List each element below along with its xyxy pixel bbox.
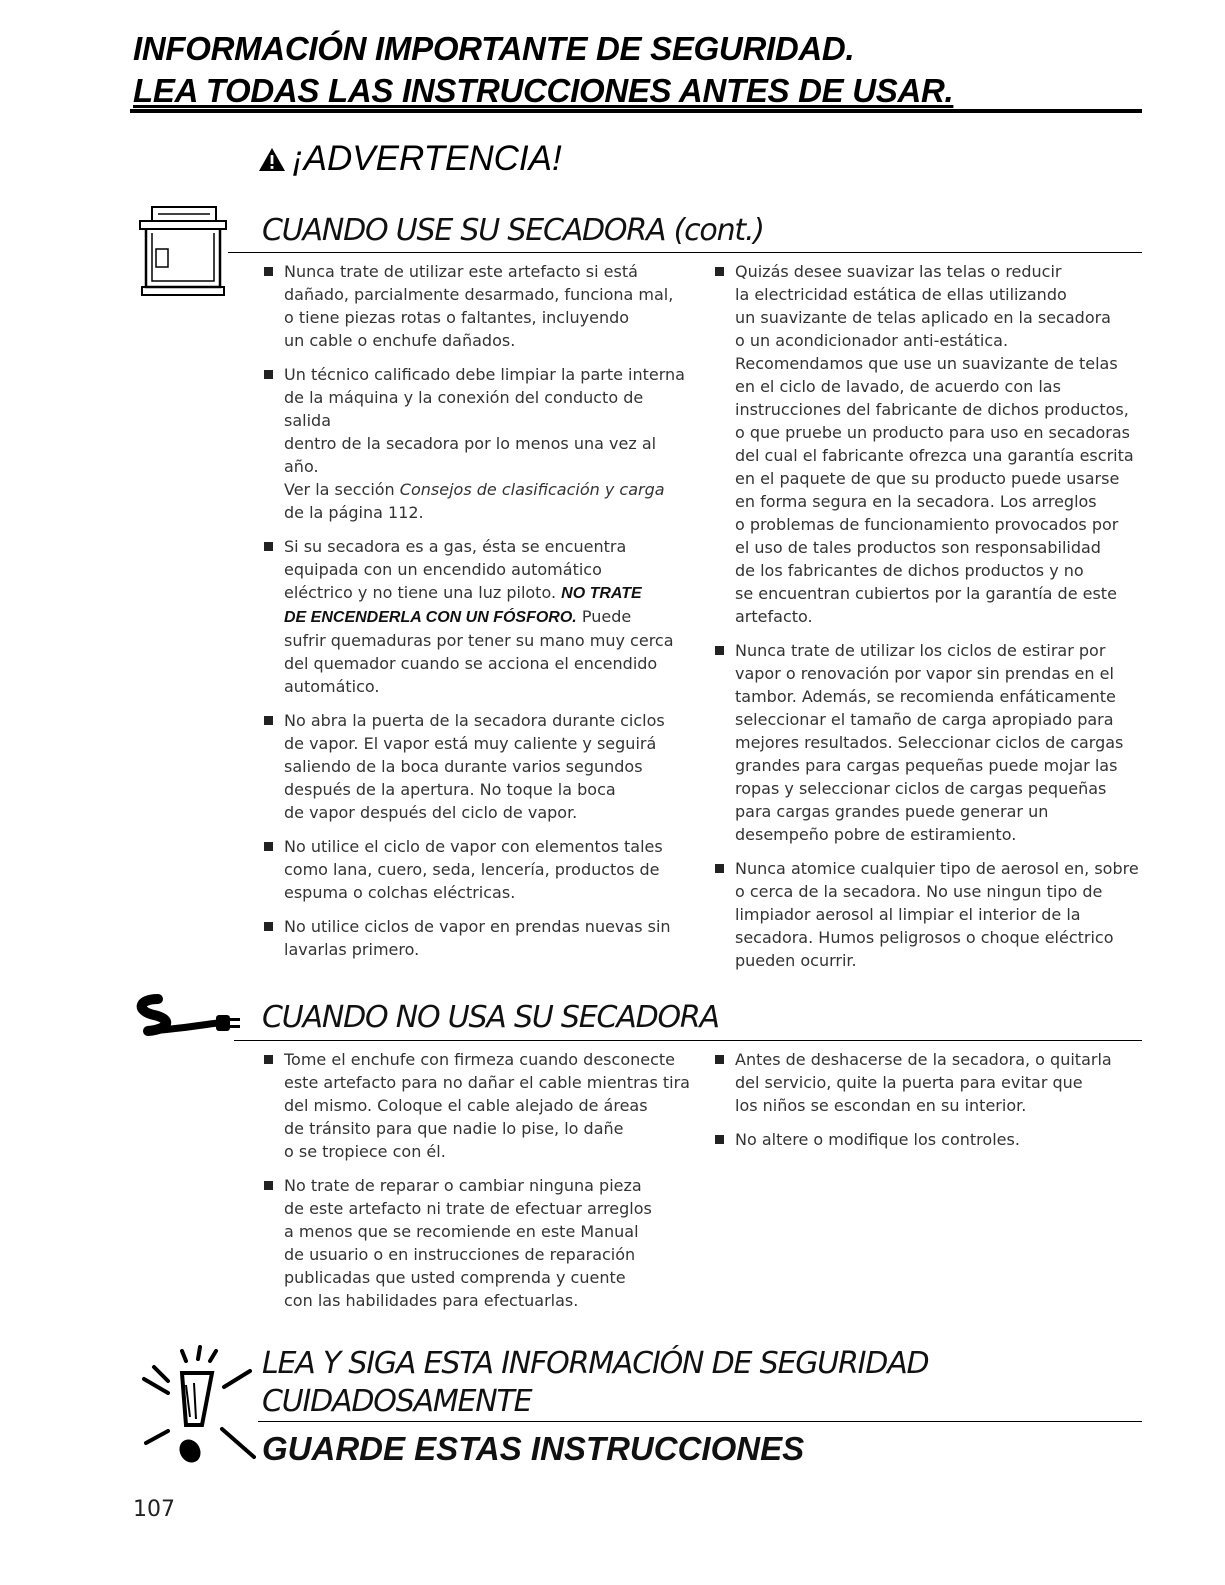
footer-rule xyxy=(258,1421,1142,1422)
list-item: No altere o modifique los controles. xyxy=(715,1128,1145,1151)
list-item: No utilice ciclos de vapor en prendas nuevas sin lavarlas primero. xyxy=(264,915,694,961)
section2-right-column xyxy=(715,1048,1145,1162)
dryer-icon xyxy=(138,205,228,301)
footer-read-follow xyxy=(262,1345,928,1421)
list-item: No utilice el ciclo de vapor con elementos tales como lana, cuero, seda, lencería, productos de espuma o colchas eléctricas. xyxy=(264,835,694,904)
list-item: Quizás desee suavizar las telas o reducir la electricidad estática de ellas utilizando un suavizante de telas aplicado en la secadora o un acondicionador anti-estática. Recomendamos que use un suavizante de telas en el ciclo de lavado, de acuerdo con las instrucciones del fabricante de dichos productos, o que pruebe un producto para uso en secadoras del cual el fabricante ofrezca una garantía escrita en el paquete de que su producto puede usarse en forma segura en la secadora. Los arreglos o problemas de funcionamiento provocados por el uso de tales productos son responsabilidad de los fabricantes de dichos productos y no se encuentran cubiertos por la garantía de este artefacto. xyxy=(715,260,1145,628)
section-rule xyxy=(234,1040,1142,1041)
list-item: Nunca atomice cualquier tipo de aerosol en, sobre o cerca de la secadora. No use ningun tipo de limpiador aerosol al limpiar el interior de la secadora. Humos peligrosos o choque eléctrico pueden ocurrir. xyxy=(715,857,1145,972)
list-item: Tome el enchufe con firmeza cuando desconecte este artefacto para no dañar el cable mientras tira del mismo. Coloque el cable alejado de áreas de tránsito para que nadie lo pise, lo dañe o se tropiece con él. xyxy=(264,1048,694,1163)
power-cord-plug-icon xyxy=(130,985,250,1059)
header-line-2: LEA TODAS LAS INSTRUCCIONES ANTES DE USAR. xyxy=(133,72,954,109)
list-item: No abra la puerta de la secadora durante ciclos de vapor. El vapor está muy caliente y seguirá saliendo de la boca durante varios segundos después de la apertura. No toque la boca de vapor después del ciclo de vapor. xyxy=(264,709,694,824)
section1-right-column xyxy=(715,260,1145,983)
list-item: Antes de deshacerse de la secadora, o quitarla del servicio, quite la puerta para evitar que los niños se escondan en su interior. xyxy=(715,1048,1145,1117)
header-rule xyxy=(130,109,1142,113)
warning-heading xyxy=(258,139,562,181)
footer-line-1: LEA Y SIGA ESTA INFORMACIÓN DE SEGURIDAD xyxy=(262,1346,929,1381)
section-rule xyxy=(228,252,1142,253)
list-item: Si su secadora es a gas, ésta se encuentra equipada con un encendido automático eléctrico y no tiene una luz piloto. NO TRATE DE ENCENDERLA CON UN FÓSFORO. Puede sufrir quemaduras por tener su mano muy cerca del quemador cuando se acciona el encendido automático. xyxy=(264,535,694,698)
header-line-1: INFORMACIÓN IMPORTANTE DE SEGURIDAD. xyxy=(133,30,855,67)
lightbulb-icon xyxy=(138,1345,256,1474)
section1-left-column xyxy=(264,260,694,972)
list-item: Nunca trate de utilizar este artefacto si está dañado, parcialmente desarmado, funciona mal, o tiene piezas rotas o faltantes, incluyendo un cable o enchufe dañados. xyxy=(264,260,694,352)
section2-left-column xyxy=(264,1048,694,1323)
warning-label: ¡ADVERTENCIA! xyxy=(292,139,562,178)
list-item: No trate de reparar o cambiar ninguna pieza de este artefacto ni trate de efectuar arreglos a menos que se recomiende en este Manual de usuario o en instrucciones de reparación publicadas que usted comprenda y cuente con las habilidades para efectuarlas. xyxy=(264,1174,694,1312)
section-title-not-using: CUANDO NO USA SU SECADORA xyxy=(262,1000,719,1035)
warning-triangle-icon xyxy=(258,141,286,181)
page-number: 107 xyxy=(133,1497,175,1522)
footer-line-2: CUIDADOSAMENTE xyxy=(262,1384,532,1419)
footer-save-instructions: GUARDE ESTAS INSTRUCCIONES xyxy=(262,1430,805,1467)
section-title-using: CUANDO USE SU SECADORA (cont.) xyxy=(262,213,764,248)
list-item: Un técnico calificado debe limpiar la parte interna de la máquina y la conexión del conducto de salida dentro de la secadora por lo menos una vez al año. Ver la sección Consejos de clasificación y carga de la página 112. xyxy=(264,363,694,524)
list-item: Nunca trate de utilizar los ciclos de estirar por vapor o renovación por vapor sin prendas en el tambor. Además, se recomienda enfáticamente seleccionar el tamaño de carga apropiado para mejores resultados. Seleccionar ciclos de cargas grandes para cargas pequeñas puede mojar las ropas y seleccionar ciclos de cargas pequeñas para cargas grandes puede generar un desempeño pobre de estiramiento. xyxy=(715,639,1145,846)
